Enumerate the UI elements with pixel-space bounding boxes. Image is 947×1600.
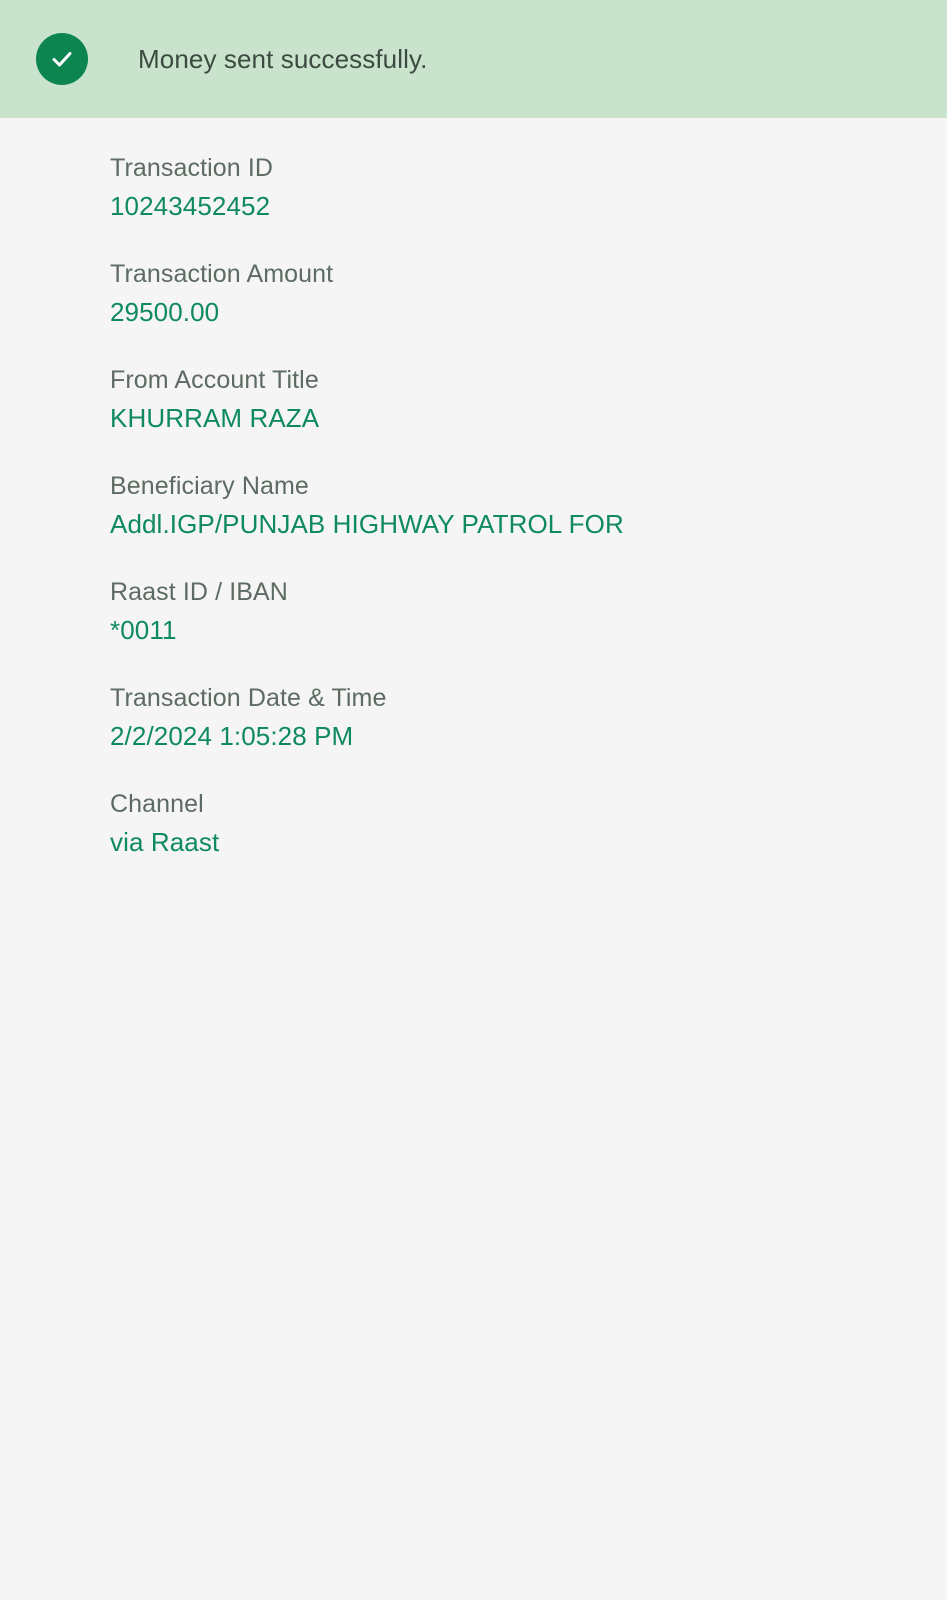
detail-label: Channel — [110, 789, 204, 818]
detail-row-from-account-title — [110, 362, 947, 438]
detail-row-channel — [110, 786, 947, 862]
detail-row-transaction-date-time — [110, 680, 947, 756]
detail-value: 2/2/2024 1:05:28 PM — [110, 720, 354, 751]
detail-label: Beneficiary Name — [110, 471, 309, 500]
detail-row-transaction-id — [110, 150, 947, 226]
detail-row-transaction-amount — [110, 256, 947, 332]
detail-row-beneficiary-name — [110, 468, 947, 544]
success-message: Money sent successfully. — [138, 43, 428, 74]
detail-label: From Account Title — [110, 365, 319, 394]
detail-label: Transaction Date & Time — [110, 683, 387, 712]
detail-label: Raast ID / IBAN — [110, 577, 288, 606]
detail-value: KHURRAM RAZA — [110, 403, 320, 434]
detail-value: *0011 — [110, 615, 177, 645]
check-circle-icon — [36, 33, 88, 85]
detail-value: Addl.IGP/PUNJAB HIGHWAY PATROL FOR — [110, 509, 624, 540]
detail-row-raast-id-iban — [110, 574, 947, 650]
detail-value: 29500.00 — [110, 297, 220, 328]
detail-label: Transaction Amount — [110, 259, 334, 288]
success-banner — [0, 0, 947, 118]
transaction-details-list — [0, 118, 947, 862]
detail-value: via Raast — [110, 826, 220, 857]
detail-value: 10243452452 — [110, 191, 271, 222]
detail-label: Transaction ID — [110, 154, 274, 182]
